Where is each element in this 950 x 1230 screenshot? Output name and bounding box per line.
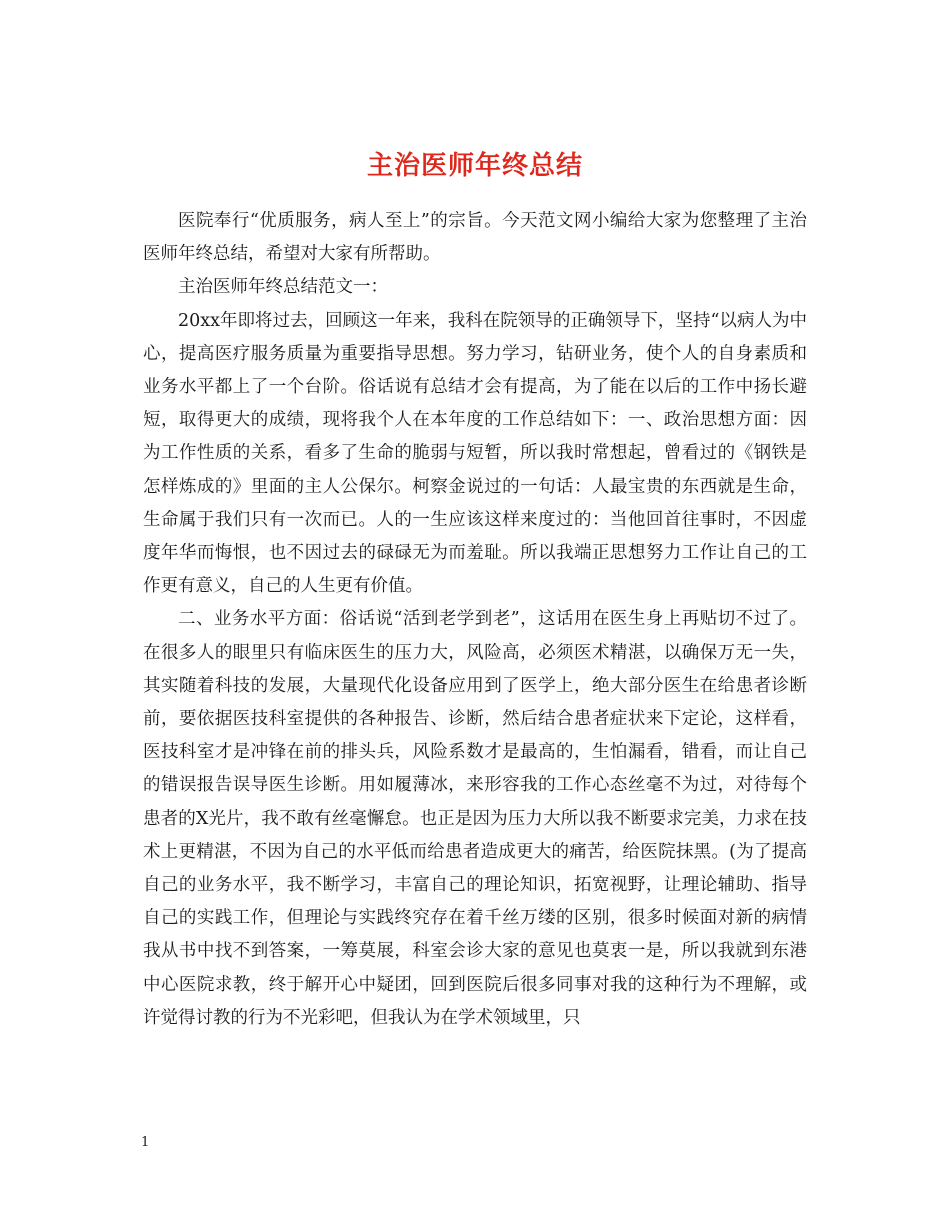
- page-number: 1: [141, 1135, 150, 1150]
- political-thought-paragraph: 20xx年即将过去，回顾这一年来，我科在院领导的正确领导下，坚持“以病人为中心，提高医疗服务质量为重要指导思想。努力学习，钻研业务，使个人的自身素质和业务水平都上了一个台阶。俗话说有总结才会有提高，为了能在以后的工作中扬长避短，取得更大的成绩，现将我个人在本年度的工作总结如下：一、政治思想方面：因为工作性质的关系，看多了生命的脆弱与短暂，所以我时常想起，曾看过的《钢铁是怎样炼成的》里面的主人公保尔。柯察金说过的一句话：人最宝贵的东西就是生命，生命属于我们只有一次而已。人的一生应该这样来度过的：当他回首往事时，不因虚度年华而悔恨，也不因过去的碌碌无为而羞耻。所以我端正思想努力工作让自己的工作更有意义，自己的人生更有价值。: [143, 310, 807, 597]
- professional-level-paragraph: 二、业务水平方面：俗话说“活到老学到老”，这话用在医生身上再贴切不过了。在很多人的眼里只有临床医生的压力大，风险高，必须医术精湛，以确保万无一失，其实随着科技的发展，大量现代化设备应用到了医学上，绝大部分医生在给患者诊断前，要依据医技科室提供的各种报告、诊断，然后结合患者症状来下定论，这样看，医技科室才是冲锋在前的排头兵，风险系数才是最高的，生怕漏看，错看，而让自己的错误报告误导医生诊断。用如履薄冰，来形容我的工作心态丝毫不为过，对待每个患者的X光片，我不敢有丝毫懈怠。也正是因为压力大所以我不断要求完美，力求在技术上更精湛，不因为自己的水平低而给患者造成更大的痛苦，给医院抹黑。(为了提高自己的业务水平，我不断学习，丰富自己的理论知识，拓宽视野，让理论辅助、指导自己的实践工作，但理论与实践终究存在着千丝万缕的区别，很多时候面对新的病情我从书中找不到答案，一筹莫展，科室会诊大家的意见也莫衷一是，所以我就到东港中心医院求教，终于解开心中疑团，回到医院后很多同事对我的这种行为不理解，或许觉得讨教的行为不光彩吧，但我认为在学术领域里，只: [143, 609, 807, 1028]
- section-heading-paragraph: 主治医师年终总结范文一：: [178, 277, 388, 298]
- intro-paragraph: 医院奉行“优质服务，病人至上”的宗旨。今天范文网小编给大家为您整理了主治医师年终总结，希望对大家有所帮助。: [143, 211, 807, 265]
- document-body: [143, 205, 807, 1035]
- document-title: 主治医师年终总结: [366, 151, 583, 182]
